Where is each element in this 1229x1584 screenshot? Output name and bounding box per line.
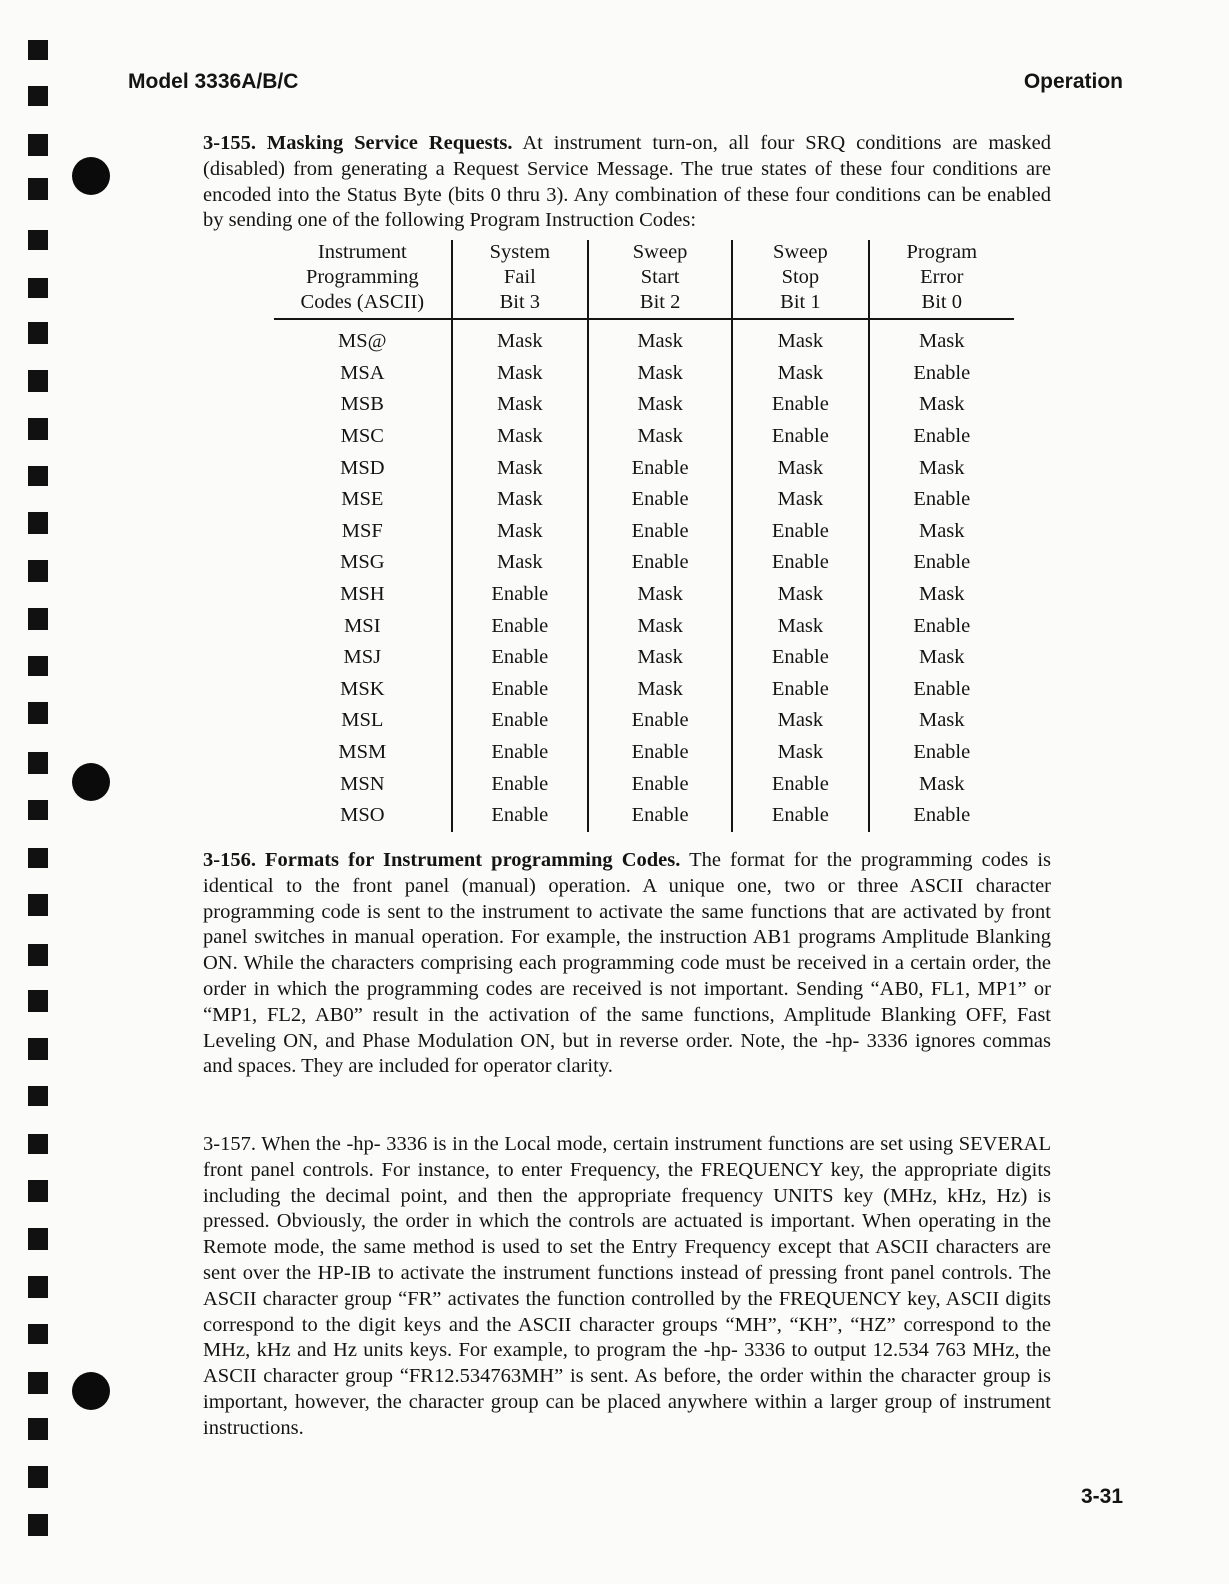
model-header: Model 3336A/B/C [128,70,299,93]
code-cell: MSH [274,579,452,611]
page-number: 3-31 [1080,1485,1123,1508]
bit1-cell: Enable [732,516,868,548]
table-row [274,516,1014,548]
bit1-cell: Mask [732,737,868,769]
bit3-cell: Mask [452,484,588,516]
paragraph-3-155 [203,131,1051,234]
bit1-cell: Enable [732,389,868,421]
bit2-cell: Mask [588,389,732,421]
table-row [274,389,1014,421]
bit3-cell: Mask [452,358,588,390]
bit3-cell: Enable [452,705,588,737]
code-cell: MSD [274,452,452,484]
header-sweep-stop: Sweep Stop Bit 1 [732,240,868,319]
header-program-error: Program Error Bit 0 [869,240,1014,319]
code-cell: MSC [274,421,452,453]
bit0-cell: Enable [913,488,971,511]
bit2-cell: Enable [588,516,732,548]
paragraph-3-156-heading: 3-156. Formats for Instrument programming Codes. [203,849,681,871]
punch-hole-middle [72,763,110,801]
section-header: Operation [1023,70,1123,93]
bit2-cell: Mask [588,674,732,706]
table-row [274,768,1014,800]
code-cell: MSA [274,358,452,390]
table-row [274,452,1014,484]
bit0-cell: Mask [918,330,965,353]
bit1-cell: Enable [732,642,868,674]
bit0-cell: Mask [918,772,965,795]
bit1-cell: Mask [732,358,868,390]
bit2-cell: Enable [588,800,732,832]
bit2-cell: Mask [588,421,732,453]
bit2-cell: Mask [588,610,732,642]
bit0-cell: Enable [913,614,971,637]
code-cell: MSG [274,547,452,579]
header-codes: Instrument Programming Codes (ASCII) [274,240,452,319]
code-cell: MSL [274,705,452,737]
punch-hole-bottom [72,1372,110,1410]
bit1-cell: Mask [732,579,868,611]
bit1-cell: Mask [732,452,868,484]
bit1-cell: Mask [732,610,868,642]
bit3-cell: Enable [452,800,588,832]
bit3-cell: Enable [452,610,588,642]
bit1-cell: Enable [732,674,868,706]
bit0-cell: Mask [918,393,965,416]
bit2-cell: Mask [588,319,732,358]
table-row [274,642,1014,674]
bit2-cell: Mask [588,642,732,674]
bit1-cell: Enable [732,768,868,800]
bit0-cell: Enable [913,741,971,764]
bit3-cell: Mask [452,389,588,421]
code-cell: MSE [274,484,452,516]
bit0-cell: Enable [913,677,971,700]
bit3-cell: Mask [452,421,588,453]
bit2-cell: Mask [588,358,732,390]
bit2-cell: Mask [588,579,732,611]
table-row [274,705,1014,737]
bit3-cell: Mask [452,516,588,548]
table-row [274,579,1014,611]
code-cell: MSO [274,800,452,832]
bit1-cell: Enable [732,547,868,579]
code-cell: MSM [274,737,452,769]
table-header-row [274,240,1014,319]
table-row [274,674,1014,706]
bit3-cell: Mask [452,452,588,484]
bit2-cell: Enable [588,547,732,579]
table-row [274,421,1014,453]
bit3-cell: Enable [452,642,588,674]
code-cell: MSI [274,610,452,642]
program-instruction-codes-table [274,240,1014,832]
bit0-cell: Mask [918,583,965,606]
bit1-cell: Mask [732,484,868,516]
bit0-cell: Enable [913,551,971,574]
bit1-cell: Enable [732,800,868,832]
paragraph-3-155-heading: 3-155. Masking Service Requests. [203,132,513,154]
code-cell: MSN [274,768,452,800]
table-row [274,800,1014,832]
bit3-cell: Enable [452,674,588,706]
table-row [274,547,1014,579]
table-row [274,737,1014,769]
paragraph-3-156 [203,848,1051,1080]
table-row [274,319,1014,358]
code-cell: MS@ [274,319,452,358]
bit1-cell: Enable [732,421,868,453]
bit2-cell: Enable [588,768,732,800]
bit2-cell: Enable [588,484,732,516]
bit3-cell: Enable [452,737,588,769]
bit0-cell: Enable [913,361,971,384]
table-row [274,610,1014,642]
bit0-cell: Enable [913,425,971,448]
table-row [274,358,1014,390]
bit3-cell: Mask [452,547,588,579]
bit1-cell: Mask [732,319,868,358]
bit0-cell: Enable [913,804,971,827]
bit1-cell: Mask [732,705,868,737]
header-system-fail: System Fail Bit 3 [452,240,588,319]
table-row [274,484,1014,516]
bit2-cell: Enable [588,705,732,737]
bit0-cell: Mask [918,709,965,732]
bit3-cell: Mask [452,319,588,358]
paragraph-3-155-text: At instrument turn-on, all four SRQ conditions are masked (disabled) from generating a Request Service Message. The true states of these four conditions are encoded into the Status Byte (bits 0 thru 3). Any combination of these four conditions can be enabled by sending one of the following Program Instruction Codes: [203,132,1051,232]
code-cell: MSK [274,674,452,706]
paragraph-3-157-text: 3-157. When the -hp- 3336 is in the Local mode, certain instrument functions are set using SEVERAL front panel controls. For instance, to enter Frequency, the FREQUENCY key, the appropriate digits including the decimal point, and then the appropriate frequency UNITS key (MHz, kHz, Hz) is pressed. Obviously, the order in which the controls are actuated is important. When operating in the Remote mode, the same method is used to set the Entry Frequency except that ASCII characters are sent over the HP-IB to activate the instrument functions instead of pressing front panel controls. The ASCII character group “FR” activates the function controlled by the FREQUENCY key, ASCII digits correspond to the digit keys and the ASCII character groups “MH”, “KH”, “HZ” correspond to the MHz, kHz and Hz units keys. For example, to program the -hp- 3336 to output 12.534 763 MHz, the ASCII character group “FR12.534763MH” is sent. As before, the order within the character group is important, however, the character group can be placed anywhere within a larger group of instrument instructions. [203,1133,1051,1439]
bit2-cell: Enable [588,737,732,769]
bit0-cell: Mask [918,456,965,479]
paragraph-3-157 [203,1132,1051,1442]
code-cell: MSF [274,516,452,548]
header-sweep-start: Sweep Start Bit 2 [588,240,732,319]
bit3-cell: Enable [452,768,588,800]
bit0-cell: Mask [918,519,965,542]
code-cell: MSB [274,389,452,421]
code-cell: MSJ [274,642,452,674]
punch-hole-top [72,157,110,195]
bit0-cell: Mask [918,646,965,669]
bit2-cell: Enable [588,452,732,484]
bit3-cell: Enable [452,579,588,611]
paragraph-3-156-text: The format for the programming codes is identical to the front panel (manual) operation. A unique one, two or three ASCII character programming code is sent to the instrument to activate the same functions that are activated by front panel switches in manual operation. For example, the instruction AB1 programs Amplitude Blanking ON. While the characters comprising each programming code must be received in a certain order, the order in which the programming codes are received is not important. Sending “AB0, FL1, MP1” or “MP1, FL2, AB0” result in the activation of the same functions, Amplitude Blanking OFF, Fast Leveling ON, and Phase Modulation ON, but in reverse order. Note, the -hp- 3336 ignores commas and spaces. They are included for operator clarity. [203,849,1051,1078]
